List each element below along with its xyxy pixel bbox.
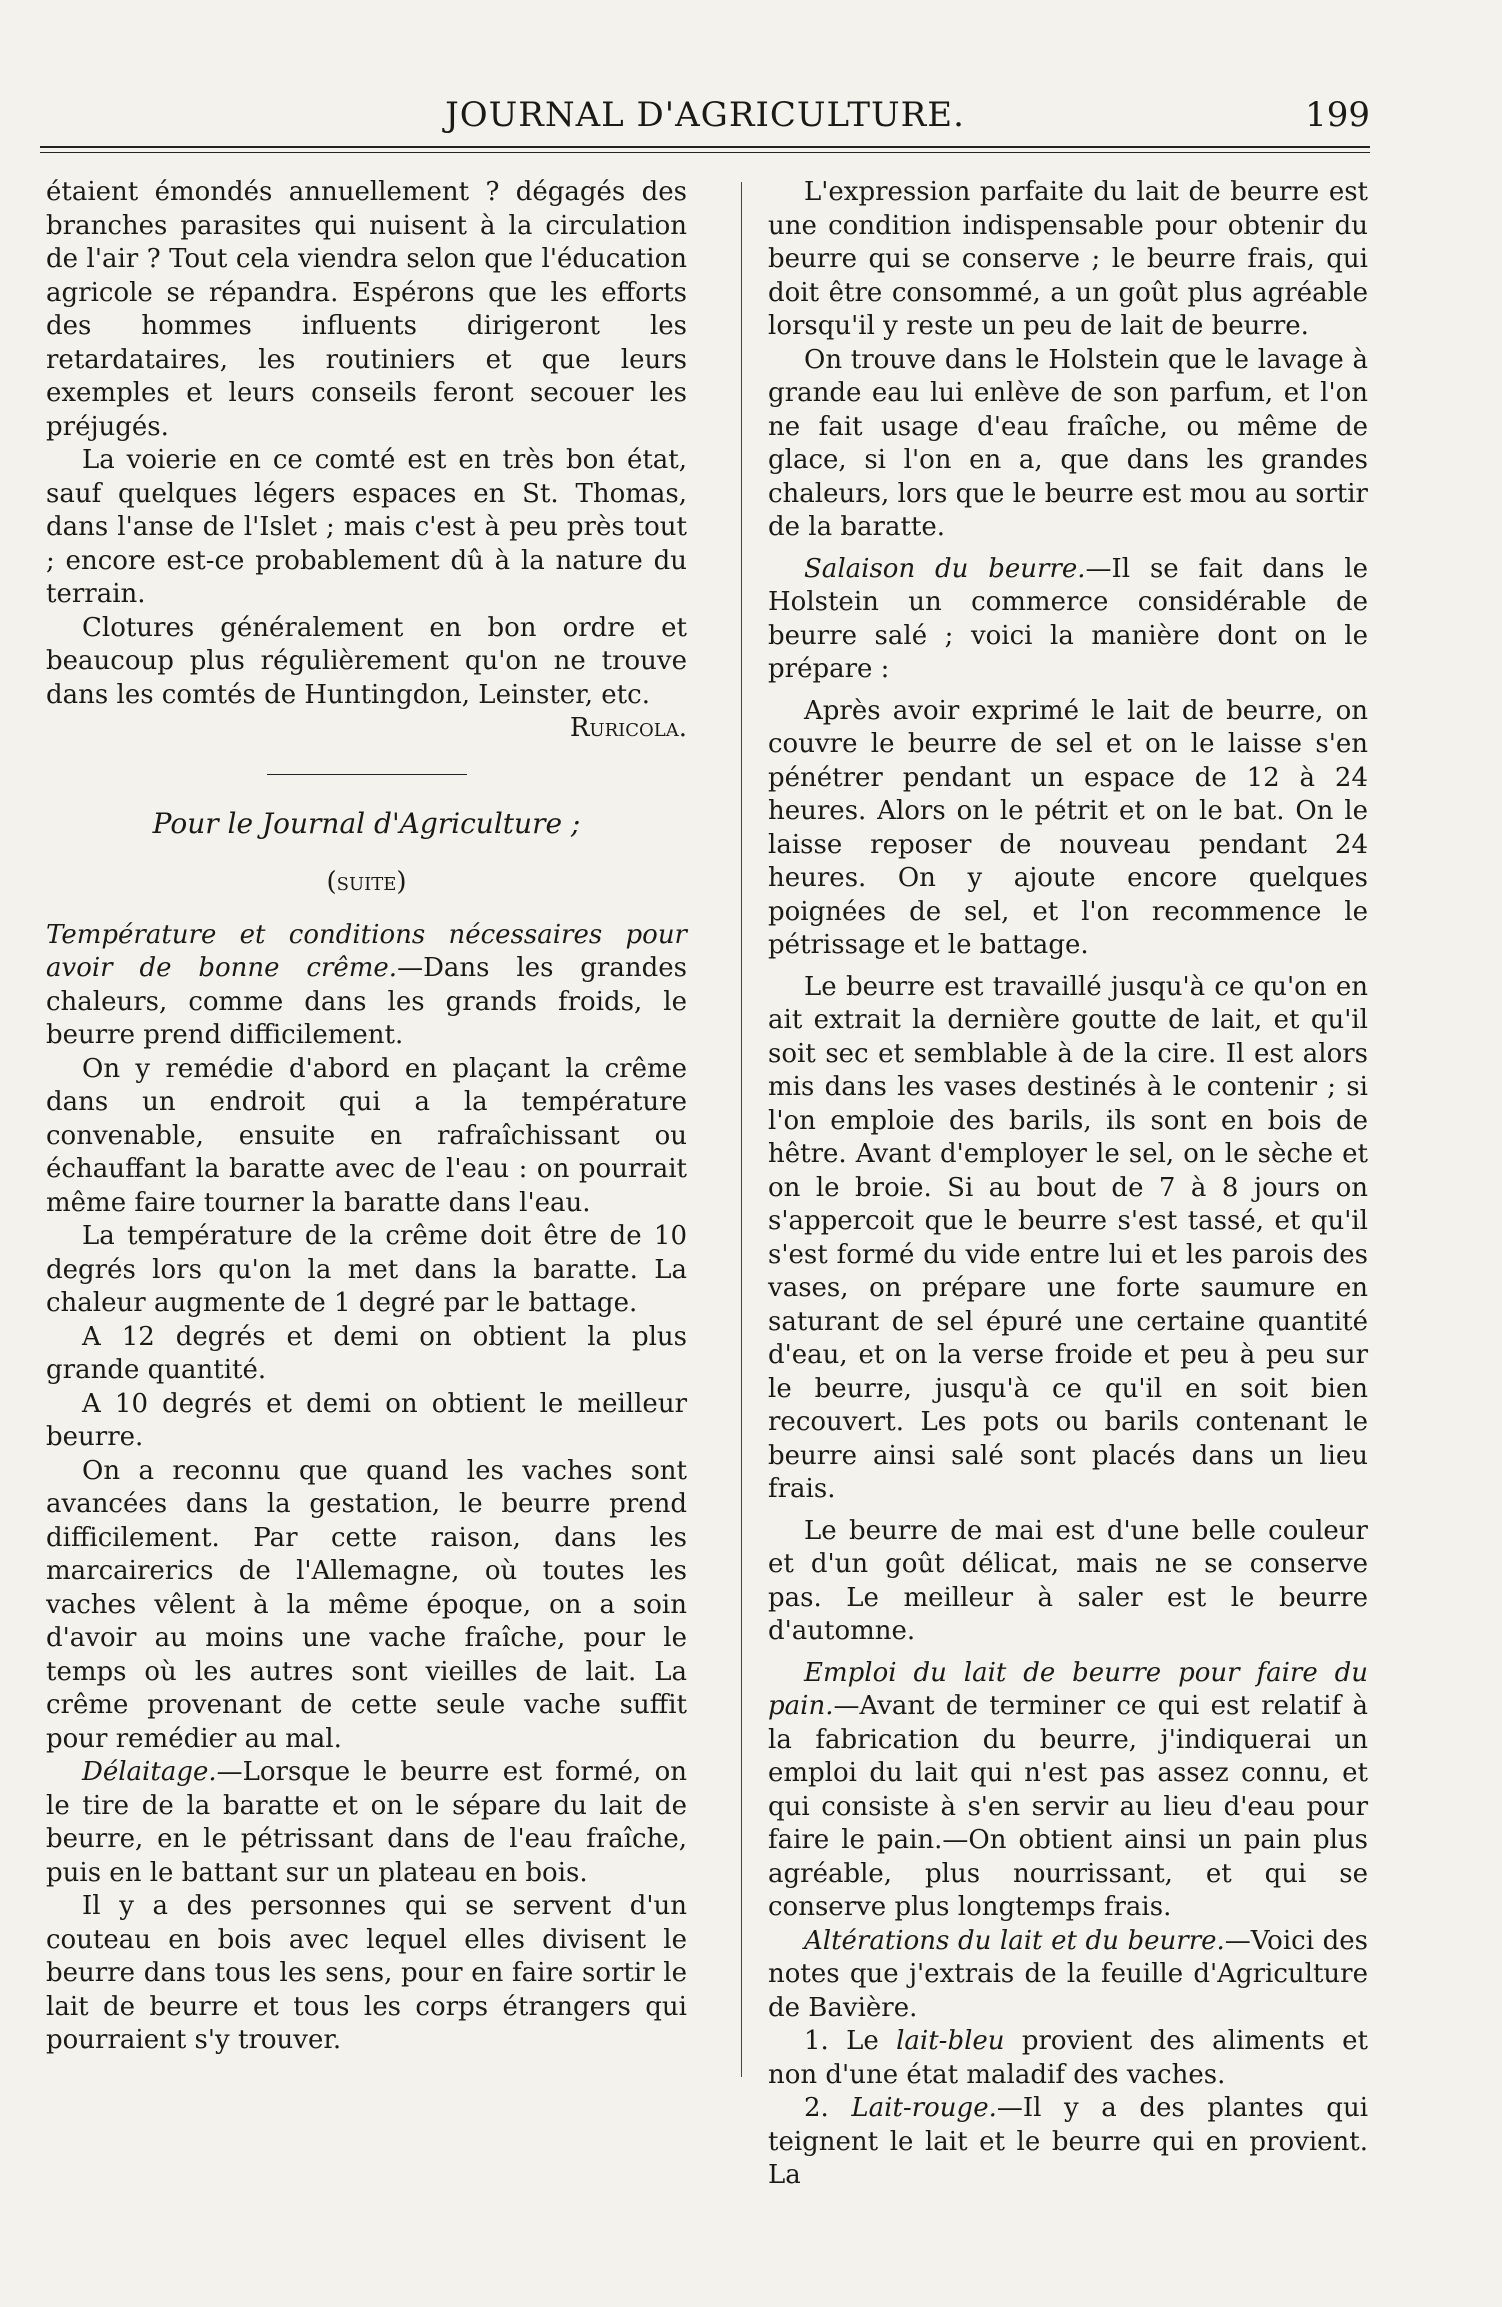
paragraph: A 12 degrés et demi on obtient la plus grande quantité. [46,1321,687,1385]
paragraph [768,1925,1368,2026]
signature: Ruricola. [569,713,687,743]
spacer [768,687,1368,695]
section-title: Salaison du beurre. [804,553,1086,584]
paragraph [46,1756,687,1890]
spacer [768,1649,1368,1657]
paragraph: A 10 degrés et demi on obtient le meilleur beurre. [46,1388,687,1452]
paragraph: étaient émondés annuellement ? dégagés des branches parasites qui nuisent à la circulation de l'air ? Tout cela viendra selon que l'éducation agricole se répandra. Espérons que les efforts des hommes influents dirigeront les retardataires, les routiniers et que leurs exemples et leurs conseils feront secouer les préjugés. [46,177,687,442]
spacer [768,963,1368,971]
paragraph: Le beurre de mai est d'une belle couleur et d'un goût délicat, mais ne se conserve pas. Le meilleur à saler est le beurre d'automne. [768,1515,1368,1646]
paragraph [768,553,1368,687]
paragraph-text: —Avant de terminer ce qui est relatif à la fabrication du beurre, j'indiquerai un emploi du lait qui n'est pas assez connu, et qui consiste à s'en servir au lieu d'eau pour faire le pain.—On obtient ainsi un pain plus agréable, plus nourrissant, et qui se conserve plus longtemps frais. [768,1691,1368,1922]
article-subheading: (suite) [326,866,407,897]
paragraph: La voierie en ce comté est en très bon état, sauf quelques légers espaces en St. Thomas, dans l'anse de l'Islet ; mais c'est à peu près tout ; encore est-ce probablement dû à la nature du terrain. [46,445,687,609]
paragraph-text: —Voici des notes que j'extrais de la feuille d'Agriculture de Bavière. [768,1925,1368,2023]
paragraph: On a reconnu que quand les vaches sont avancées dans la gestation, le beurre prend difficilement. Par cette raison, dans les marcairerics de l'Allemagne, où toutes les vaches vêlent à la même époque, on a soin d'avoir au moins une vache fraîche, pour le temps où les autres sont vieilles de lait. La crême provenant de cette seule vache suffit pour remédier au mal. [46,1455,687,1754]
section-title: Altérations du lait et du beurre. [804,1925,1225,1956]
paragraph: L'expression parfaite du lait de beurre est une condition indispensable pour obtenir du beurre qui se conserve ; le beurre frais, qui doit être consommé, a un goût plus agréable lorsqu'il y reste un peu de lait de beurre. [768,177,1368,341]
header-rule [40,146,1370,148]
paragraph: Il y a des personnes qui se servent d'un couteau en bois avec lequel elles divisent le beurre dans tous les sens, pour en faire sortir le lait de beurre et tous les corps étrangers qui pourraient s'y trouver. [46,1891,687,2055]
paragraph: Après avoir exprimé le lait de beurre, on couvre le beurre de sel et on le laisse s'en pénétrer pendant un espace de 12 à 24 heures. Alors on le pétrit et on le bat. On le laisse reposer de nouveau pendant 24 heures. On y ajoute encore quelques poignées de sel, et l'on recommence le pétrissage et le battage. [768,695,1368,960]
paragraph-text: provient des aliments et non d'une état maladif des vaches. [768,2026,1368,2090]
left-column [46,176,687,2058]
paragraph [768,2025,1368,2092]
paragraph: On y remédie d'abord en plaçant la crême dans un endroit qui a la température convenable, ensuite en rafraîchissant ou échauffant la baratte avec de l'eau : on pourrait même faire tourner la baratte dans l'eau. [46,1053,687,1218]
spacer [768,545,1368,553]
paragraph [768,2092,1368,2193]
paragraph: La température de la crême doit être de 10 degrés lors qu'on la met dans la baratte. La chaleur augmente de 1 degré par le battage. [46,1221,687,1318]
page-number: 199 [1305,95,1370,135]
paragraph-text: —Il se fait dans le Holstein un commerce considérable de beurre salé ; voici la manière dont on le prépare : [768,553,1368,684]
paragraph-text: 1. Le [804,2026,897,2056]
paragraph [46,919,687,1053]
paragraph: Le beurre est travaillé jusqu'à ce qu'on en ait extrait la dernière goutte de lait, et qu'il soit sec et semblable à de la cire. Il est alors mis dans les vases destinés à le contenir ; si l'on emploie des barils, ils sont en bois de hêtre. Avant d'employer le sel, on le sèche et on le broie. Si au bout de 7 à 8 jours on s'appercoit que le beurre s'est tassé, et qu'il s'est formé du vide entre lui et les parois des vases, on prépare une forte saumure en saturant de sel épuré une certaine quantité d'eau, et on la verse froide et peu à peu sur le beurre, jusqu'à ce qu'il en soit bien recouvert. Les pots ou barils contenant le beurre ainsi salé sont placés dans un lieu frais. [768,971,1368,1504]
paragraph-text: 2. [804,2093,852,2123]
paragraph: On trouve dans le Holstein que le lavage à grande eau lui enlève de son parfum, et l'on ne fait usage d'eau fraîche, ou même de glace, si l'on en a, que dans les grandes chaleurs, lors que le beurre est mou au sortir de la baratte. [768,344,1368,542]
paragraph-text: —Il y a des plantes qui teignent le lait et le beurre qui en provient. La [768,2093,1369,2190]
paragraph-text: —Lorsque le beurre est formé, on le tire de la baratte et on le sépare du lait de beurre, en le pétrissant dans de l'eau fraîche, puis en le battant sur un plateau en bois. [46,1757,687,1888]
paragraph: Clotures généralement en bon ordre et beaucoup plus régulièrement qu'on ne trouve dans les comtés de Huntingdon, Leinster, etc. [46,612,687,710]
section-divider [267,774,467,775]
right-column [768,176,1368,2193]
section-title: Température et conditions nécessaires pour avoir de bonne crême. [46,919,687,983]
page-header [40,95,1370,141]
paragraph-text: —Dans les grandes chaleurs, comme dans les grands froids, le beurre prend difficilement. [46,953,687,1050]
column-separator [741,182,742,2077]
paragraph [768,1657,1368,1925]
article-heading: Pour le Journal d'Agriculture ; [152,806,581,840]
term: lait-bleu [896,2026,1005,2056]
header-rule-thin [40,152,1370,153]
section-title: Délaitage. [82,1757,217,1787]
section-title: Emploi du lait de beurre pour faire du pain. [768,1657,1368,1721]
spacer [768,1507,1368,1515]
journal-title: JOURNAL D'AGRICULTURE. [445,95,965,135]
section-title: Lait-rouge. [851,2093,997,2123]
